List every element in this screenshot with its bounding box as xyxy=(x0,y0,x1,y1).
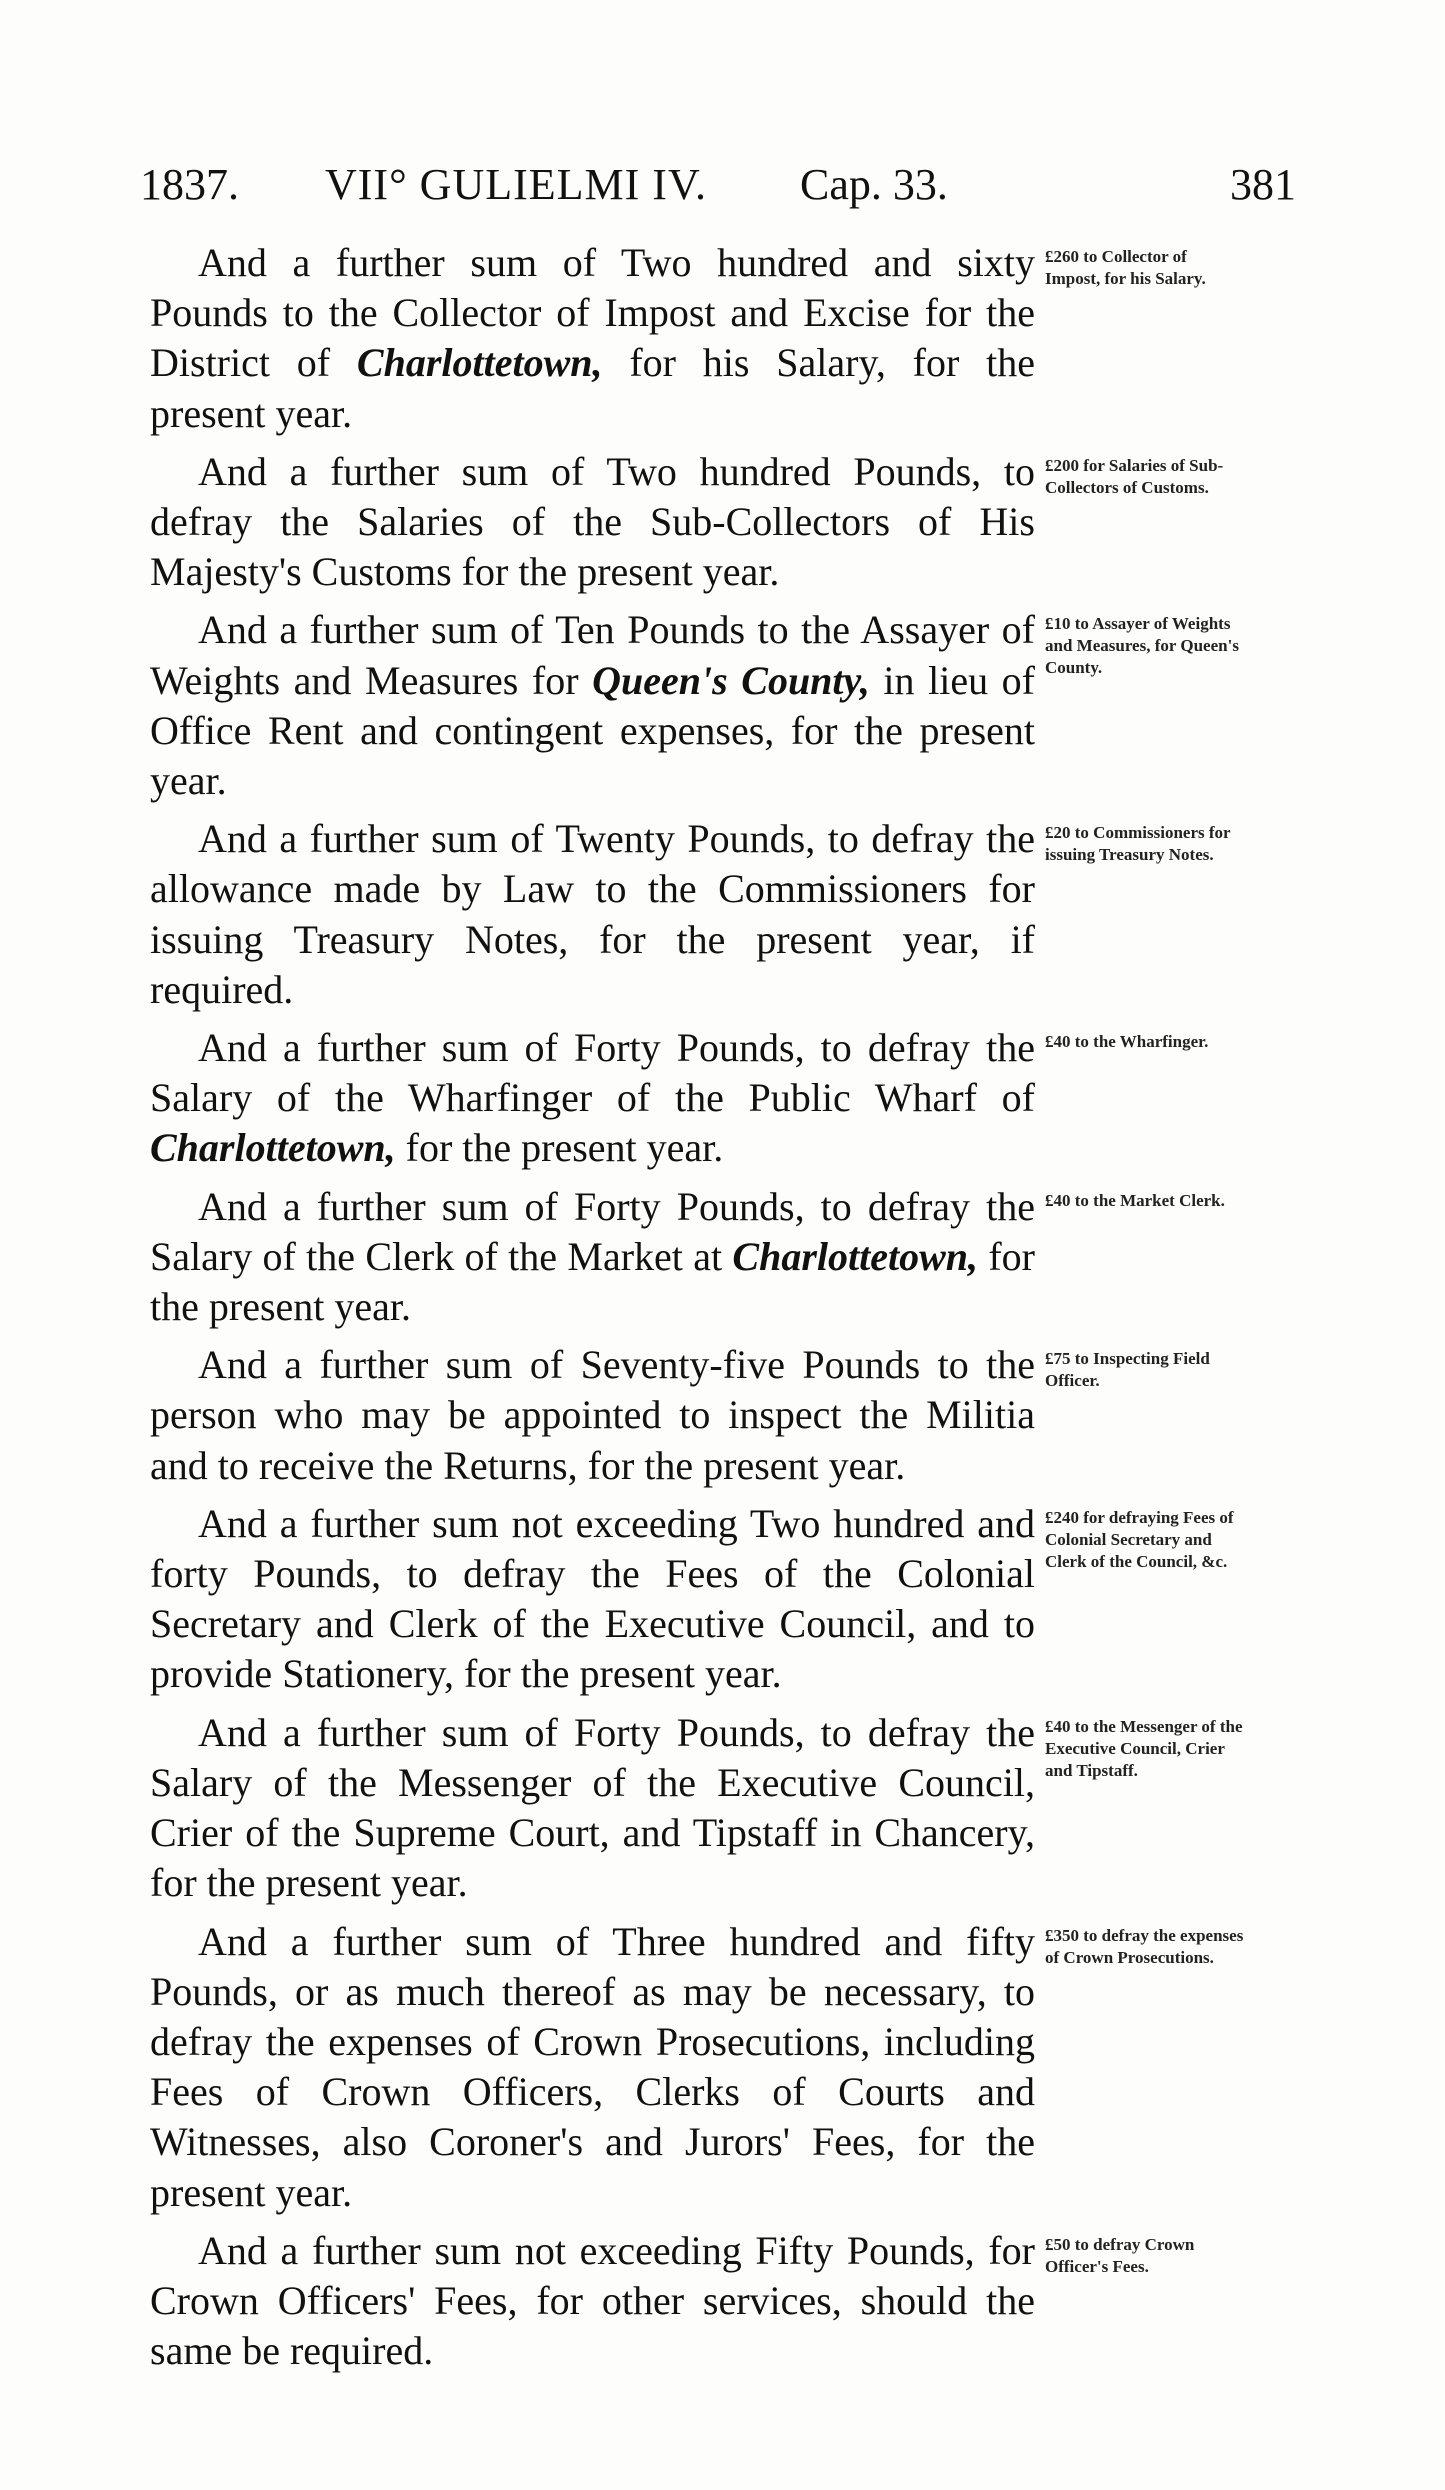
margin-note: £260 to Collector of Impost, for his Salary. xyxy=(1045,247,1206,288)
margin-note: £20 to Commissioners for issuing Treasury Notes. xyxy=(1045,823,1231,865)
margin-note: £50 to defray Crown Officer's Fees. xyxy=(1045,2234,1195,2276)
place-name: Charlottetown, xyxy=(732,1233,979,1279)
clause-assayer xyxy=(150,605,1375,806)
clause-text: And a further sum of Seventy-five Pounds to the person who may be appointed to inspect the Militia and to receive the Returns, for the present year. xyxy=(150,1342,1035,1488)
clause-text: And a further sum of Two hundred Pounds, to defray the Salaries of the Sub-Collectors of His Majesty's Customs for the present year. xyxy=(150,448,1035,595)
margin-note: £350 to defray the expenses of Crown Prosecutions. xyxy=(1045,1925,1244,1967)
clause-text: And a further sum of Three hundred and fifty Pounds, or as much thereof as may be necessary, to defray the expenses of Crown Prosecutions, including Fees of Crown Officers, Clerks of Courts and Witnesses, also Coroner's and Jurors' Fees, for the present year. xyxy=(150,1918,1035,2215)
clause-colonial-secretary xyxy=(150,1499,1375,1700)
clause-crown-prosecutions xyxy=(150,1917,1375,2218)
clause-market-clerk xyxy=(150,1182,1375,1333)
header-year: 1837. xyxy=(140,160,239,209)
header-chapter: Cap. 33. xyxy=(800,160,948,209)
clause-text: And a further sum of Forty Pounds, to defray the Salary of the Clerk of the Market at Charlottetown, for the present year. xyxy=(150,1183,1035,1330)
margin-note: £40 to the Wharfinger. xyxy=(1045,1032,1209,1052)
margin-note: £240 for defraying Fees of Colonial Secretary and Clerk of the Council, &c. xyxy=(1045,1507,1234,1571)
clause-text: And a further sum not exceeding Two hundred and forty Pounds, to defray the Fees of the Colonial Secretary and Clerk of the Executive Council, and to provide Stationery, for the present year. xyxy=(150,1500,1035,1697)
place-name: Charlottetown, xyxy=(150,1125,396,1171)
margin-note: £40 to the Market Clerk. xyxy=(1045,1190,1225,1210)
running-head xyxy=(140,150,1340,220)
place-name: Charlottetown, xyxy=(356,340,603,386)
clause-text: And a further sum of Forty Pounds, to defray the Salary of the Messenger of the Executive Council, Crier of the Supreme Court, and Tipstaff in Chancery, for the present year. xyxy=(150,1709,1035,1906)
margin-note: £10 to Assayer of Weights and Measures, for Queen's County. xyxy=(1045,614,1239,678)
clause-wharfinger xyxy=(150,1023,1375,1174)
margin-note: £40 to the Messenger of the Executive Council, Crier and Tipstaff. xyxy=(1045,1716,1243,1780)
clause-text: And a further sum not exceeding Fifty Pounds, for Crown Officers' Fees, for other services, should the same be required. xyxy=(150,2227,1035,2374)
clause-text: And a further sum of Twenty Pounds, to defray the allowance made by Law to the Commissioners for issuing Treasury Notes, for the present year, if required. xyxy=(150,816,1035,1012)
document-body xyxy=(150,238,1375,2376)
clause-crown-officers-fees xyxy=(150,2226,1375,2377)
header-reign: VII° GULIELMI IV. xyxy=(325,160,708,209)
place-name: Queen's County, xyxy=(592,657,870,703)
page-number: 381 xyxy=(1230,160,1296,209)
clause-militia-inspector xyxy=(150,1340,1375,1491)
margin-note: £75 to Inspecting Field Officer. xyxy=(1045,1349,1210,1391)
margin-note: £200 for Salaries of Sub-Collectors of Customs. xyxy=(1045,455,1224,497)
clause-collector-impost xyxy=(150,238,1375,439)
clause-text: And a further sum of Ten Pounds to the Assayer of Weights and Measures for Queen's County, in lieu of Office Rent and contingent expenses, for the present year. xyxy=(150,607,1035,804)
clause-text: And a further sum of Forty Pounds, to defray the Salary of the Wharfinger of the Public Wharf of Charlottetown, for the present year. xyxy=(150,1025,1035,1171)
clause-text: And a further sum of Two hundred and sixty Pounds to the Collector of Impost and Excise for the District of Charlottetown, for his Salary, for the present year. xyxy=(150,240,1035,436)
clause-treasury-notes xyxy=(150,814,1375,1015)
clause-sub-collectors xyxy=(150,447,1375,598)
clause-messenger xyxy=(150,1708,1375,1909)
